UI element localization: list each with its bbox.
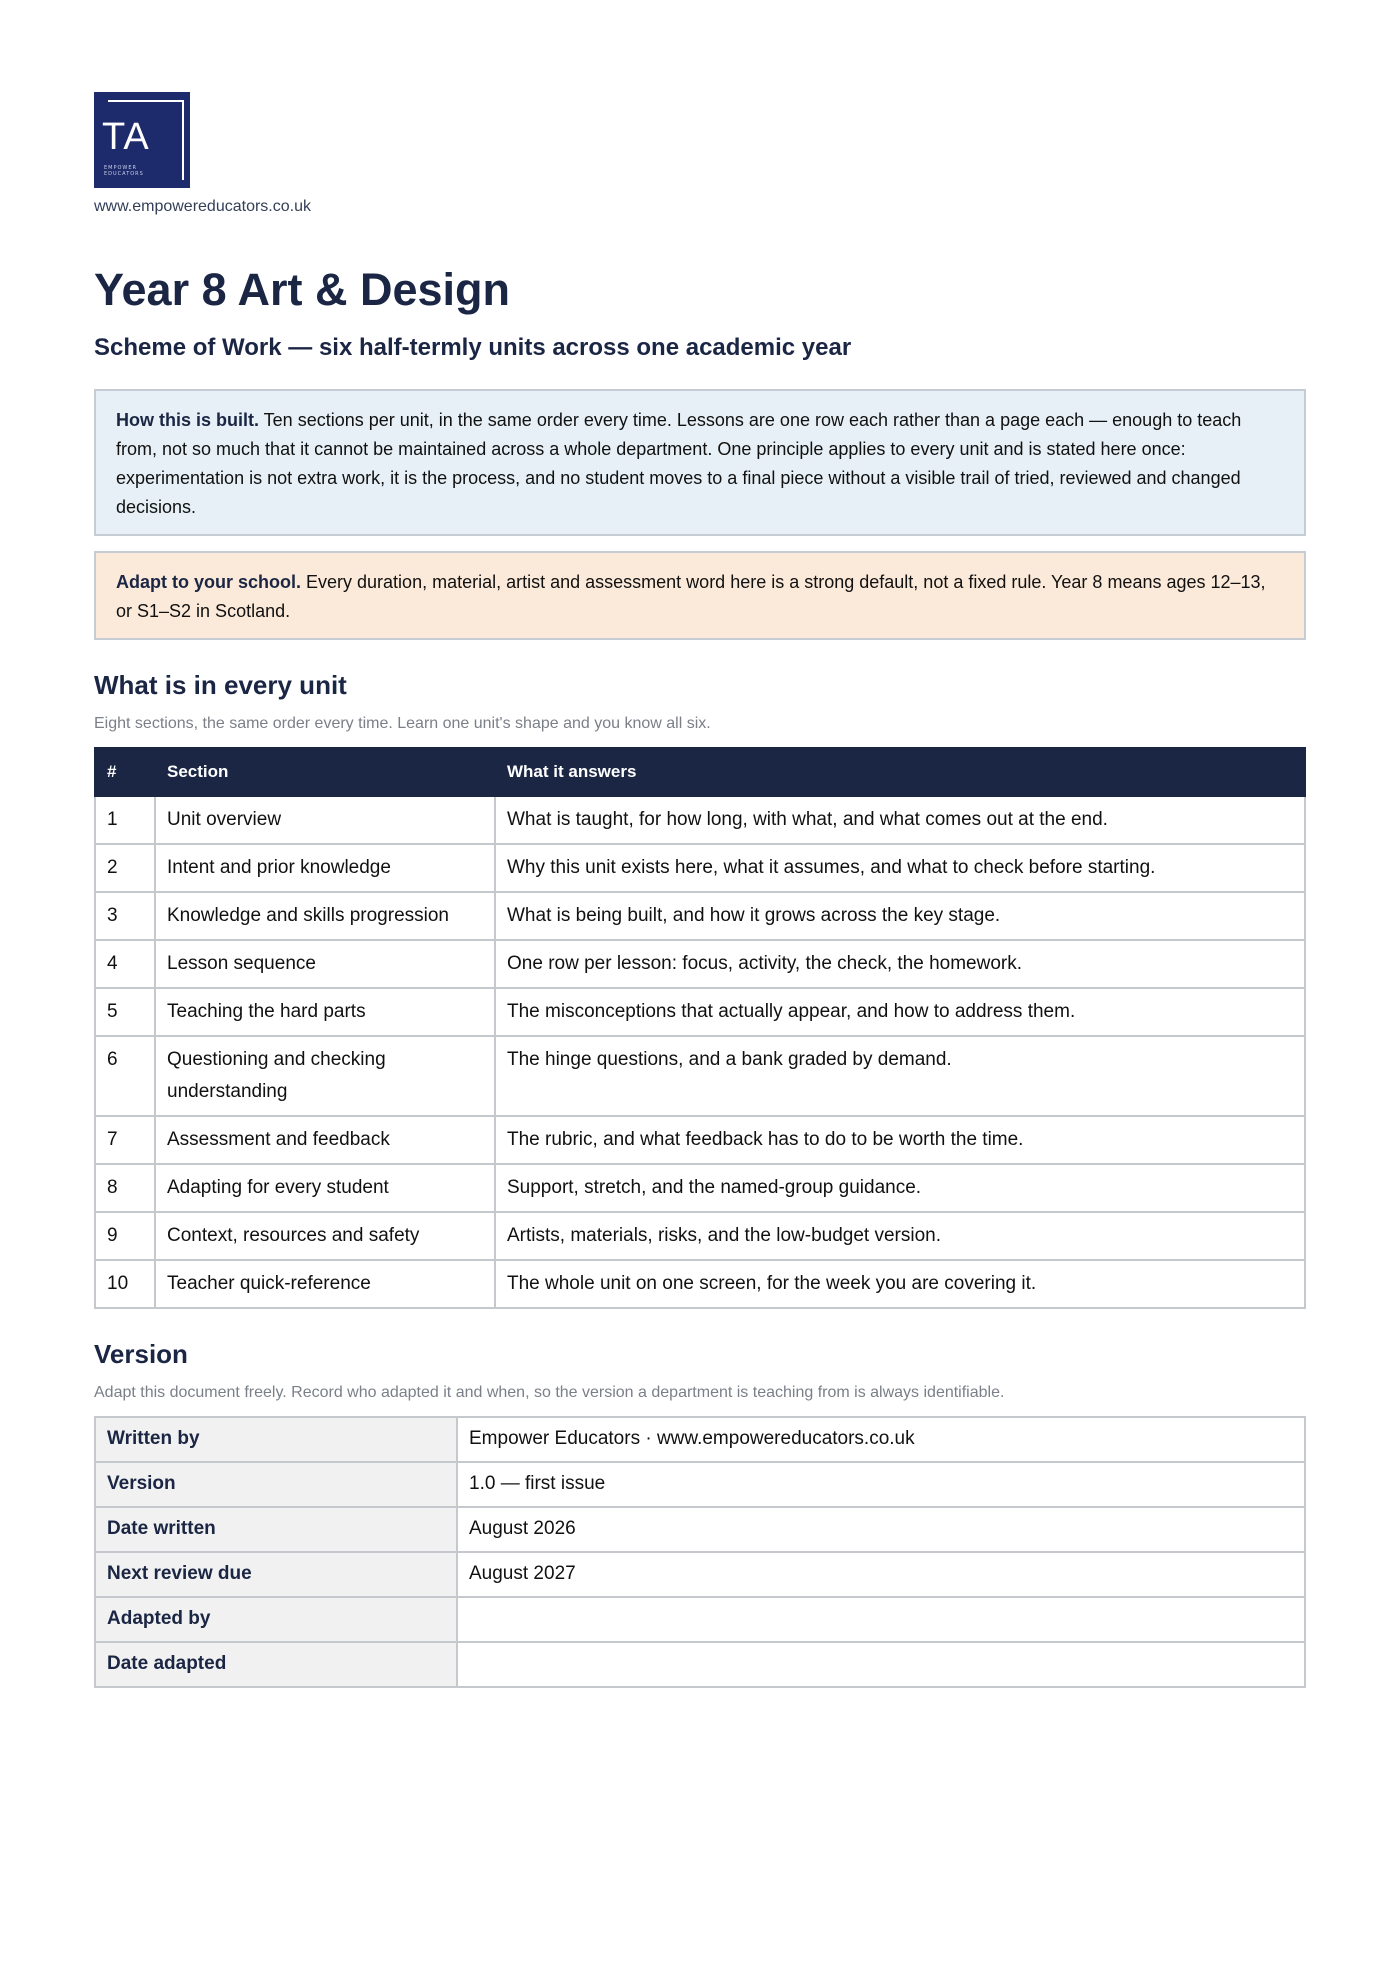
table-row: [95, 892, 1305, 940]
units-note: Eight sections, the same order every time. Learn one unit's shape and you know all six.: [94, 714, 711, 732]
row-section: Context, resources and safety: [155, 1212, 495, 1260]
callout-lead: Adapt to your school.: [116, 571, 302, 592]
table-row: [95, 988, 1305, 1036]
version-key: Written by: [95, 1417, 457, 1462]
logo-subtext: EMPOWER EDUCATORS: [104, 165, 144, 177]
row-number: 1: [95, 796, 155, 844]
version-value: August 2026: [457, 1507, 1305, 1552]
row-number: 3: [95, 892, 155, 940]
page-title: Year 8 Art & Design: [94, 264, 510, 315]
column-header-section: Section: [155, 748, 495, 796]
page-subtitle: Scheme of Work — six half-termly units across one academic year: [94, 333, 852, 361]
callout-lead: How this is built.: [116, 409, 259, 430]
table-row: [95, 1212, 1305, 1260]
logo-letters: TA: [102, 116, 150, 158]
row-section: Questioning and checking understanding: [155, 1036, 495, 1116]
row-answer: The rubric, and what feedback has to do to be worth the time.: [495, 1116, 1305, 1164]
version-row: [95, 1417, 1305, 1462]
version-row: [95, 1507, 1305, 1552]
row-number: 6: [95, 1036, 155, 1116]
version-row: [95, 1552, 1305, 1597]
column-header-number: #: [95, 748, 155, 796]
version-value: August 2027: [457, 1552, 1305, 1597]
version-row: [95, 1597, 1305, 1642]
how-built-callout: [94, 389, 1306, 536]
version-value: Empower Educators · www.empowereducators.co.uk: [457, 1417, 1305, 1462]
version-row: [95, 1642, 1305, 1687]
version-table: [94, 1416, 1306, 1688]
table-row: [95, 1260, 1305, 1308]
row-answer: Artists, materials, risks, and the low-budget version.: [495, 1212, 1305, 1260]
callout-text: Every duration, material, artist and assessment word here is a strong default, not a fixed rule. Year 8 means ages 12–13, or S1–S2 in Scotland.: [116, 571, 1266, 621]
row-number: 8: [95, 1164, 155, 1212]
row-answer: The whole unit on one screen, for the week you are covering it.: [495, 1260, 1305, 1308]
site-url: www.empowereducators.co.uk: [94, 198, 311, 215]
row-section: Knowledge and skills progression: [155, 892, 495, 940]
units-table: [94, 747, 1306, 1309]
adapted-by-field: [457, 1597, 1305, 1642]
row-section: Teaching the hard parts: [155, 988, 495, 1036]
row-answer: What is taught, for how long, with what, and what comes out at the end.: [495, 796, 1305, 844]
table-row: [95, 940, 1305, 988]
row-section: Assessment and feedback: [155, 1116, 495, 1164]
version-key: Adapted by: [95, 1597, 457, 1642]
version-value: 1.0 — first issue: [457, 1462, 1305, 1507]
row-section: Teacher quick-reference: [155, 1260, 495, 1308]
table-row: [95, 796, 1305, 844]
row-number: 5: [95, 988, 155, 1036]
date-adapted-field: [457, 1642, 1305, 1687]
row-number: 10: [95, 1260, 155, 1308]
row-number: 2: [95, 844, 155, 892]
table-row: [95, 1164, 1305, 1212]
version-heading: Version: [94, 1338, 188, 1369]
row-section: Unit overview: [155, 796, 495, 844]
units-heading: What is in every unit: [94, 669, 347, 700]
table-row: [95, 1036, 1305, 1116]
column-header-answers: What it answers: [495, 748, 1305, 796]
version-key: Date written: [95, 1507, 457, 1552]
callout-text: Ten sections per unit, in the same order every time. Lessons are one row each rather than a page each — enough to teach from, not so much that it cannot be maintained across a whole department. One principle applies to every unit and is stated here once: experimentation is not extra work, it is the process, and no student moves to a final piece without a visible trail of tried, reviewed and changed decisions.: [116, 409, 1242, 517]
logo: [94, 92, 190, 188]
row-answer: One row per lesson: focus, activity, the check, the homework.: [495, 940, 1305, 988]
row-answer: The hinge questions, and a bank graded by demand.: [495, 1036, 1305, 1116]
version-key: Next review due: [95, 1552, 457, 1597]
table-row: [95, 1116, 1305, 1164]
row-answer: Support, stretch, and the named-group guidance.: [495, 1164, 1305, 1212]
row-section: Lesson sequence: [155, 940, 495, 988]
adapt-callout: [94, 551, 1306, 640]
version-note: Adapt this document freely. Record who adapted it and when, so the version a department is teaching from is always identifiable.: [94, 1383, 1005, 1401]
version-key: Version: [95, 1462, 457, 1507]
row-number: 4: [95, 940, 155, 988]
row-section: Intent and prior knowledge: [155, 844, 495, 892]
version-row: [95, 1462, 1305, 1507]
row-answer: What is being built, and how it grows across the key stage.: [495, 892, 1305, 940]
table-header-row: [95, 748, 1305, 796]
version-key: Date adapted: [95, 1642, 457, 1687]
row-answer: The misconceptions that actually appear, and how to address them.: [495, 988, 1305, 1036]
row-number: 9: [95, 1212, 155, 1260]
row-number: 7: [95, 1116, 155, 1164]
row-section: Adapting for every student: [155, 1164, 495, 1212]
table-row: [95, 844, 1305, 892]
row-answer: Why this unit exists here, what it assumes, and what to check before starting.: [495, 844, 1305, 892]
